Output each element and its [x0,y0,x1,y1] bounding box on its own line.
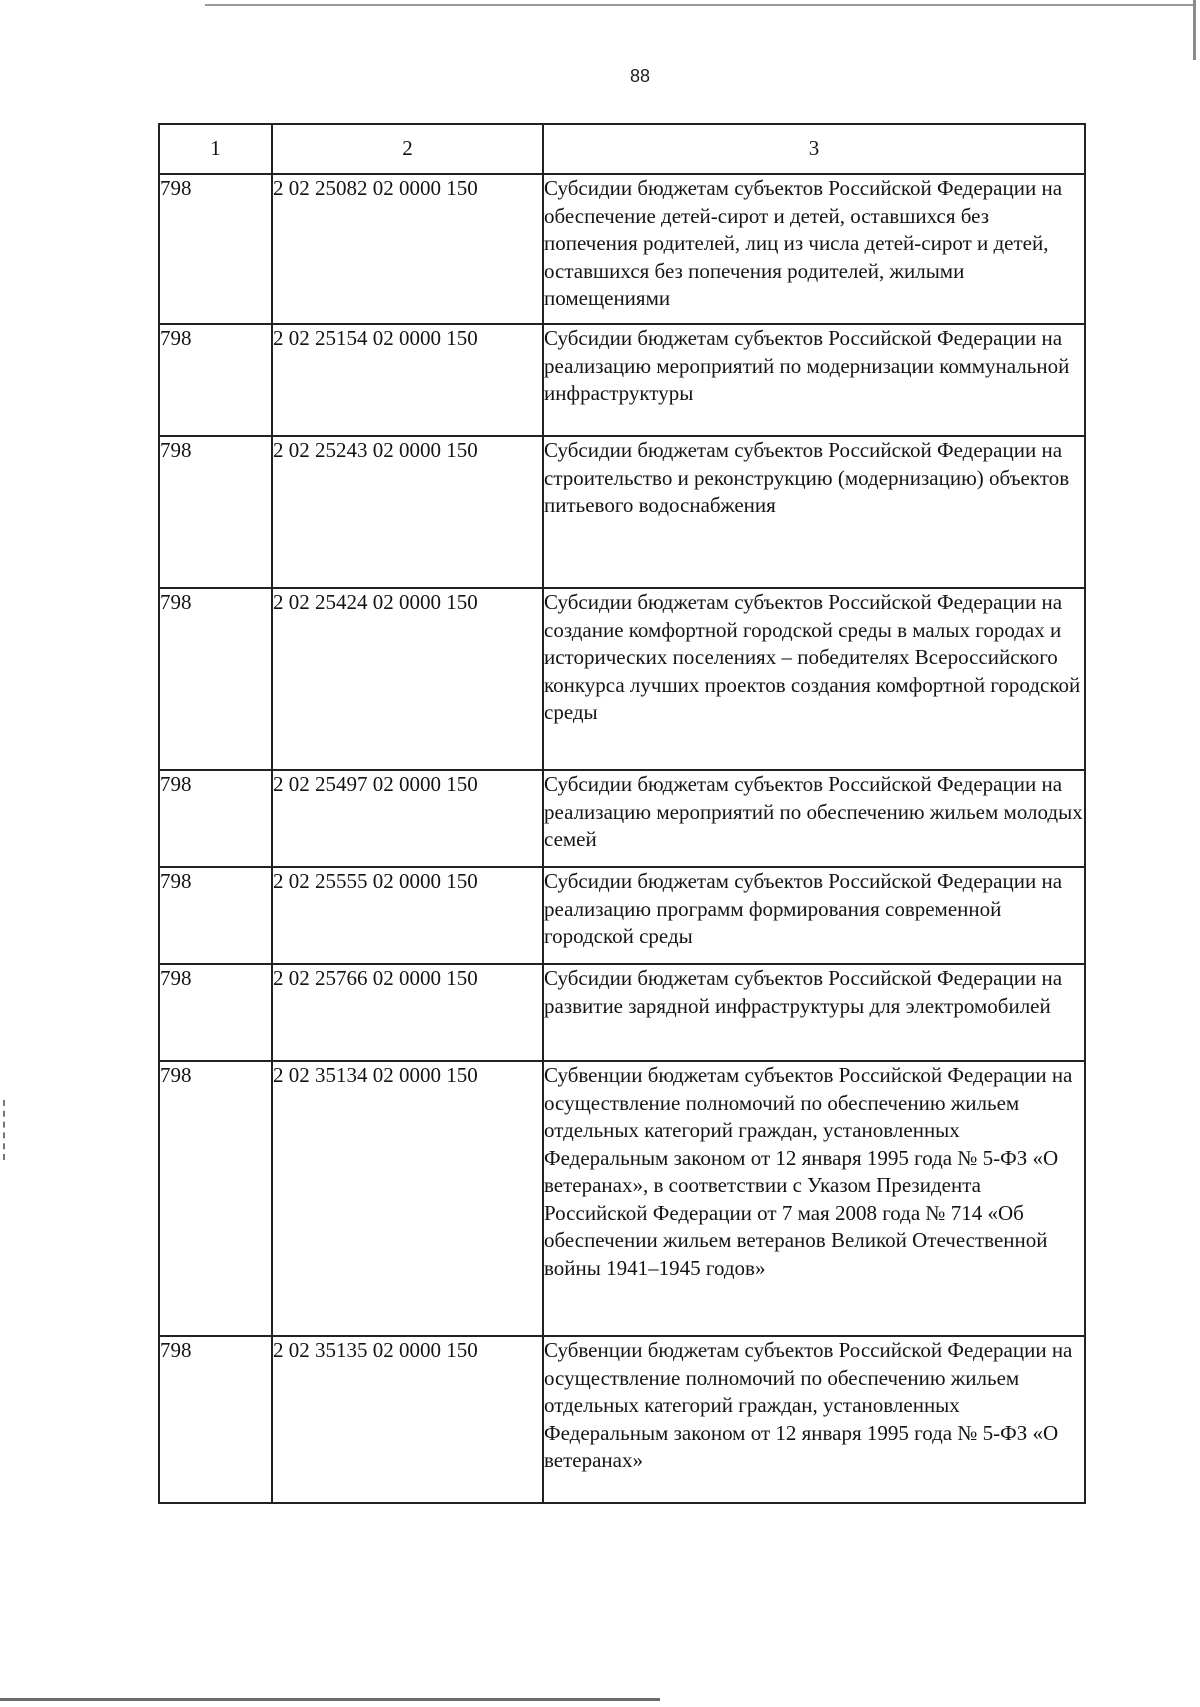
page-number: 88 [629,66,651,86]
description-cell: Субсидии бюджетам субъектов Российской Федерации на реализацию мероприятий по модернизации коммунальной инфраструктуры [543,324,1085,436]
income-code-cell: 2 02 25424 02 0000 150 [272,588,543,770]
income-code-cell: 2 02 25082 02 0000 150 [272,174,543,324]
description-cell: Субвенции бюджетам субъектов Российской Федерации на осуществление полномочий по обеспечению жильем отдельных категорий граждан, установленных Федеральным законом от 12 января 1995 года № 5-ФЗ «О ветеранах» [543,1336,1085,1503]
description-cell: Субсидии бюджетам субъектов Российской Федерации на обеспечение детей-сирот и детей, оставшихся без попечения родителей, лиц из числа детей-сирот и детей, оставшихся без попечения родителей, жилыми помещениями [543,174,1085,324]
admin-code-cell: 798 [159,770,272,867]
table-row [159,770,1085,867]
table-row [159,174,1085,324]
income-code-cell: 2 02 25243 02 0000 150 [272,436,543,588]
admin-code-cell: 798 [159,324,272,436]
admin-code-cell: 798 [159,588,272,770]
description-cell: Субсидии бюджетам субъектов Российской Федерации на создание комфортной городской среды в малых городах и исторических поселениях – победителях Всероссийского конкурса лучших проектов создания комфортной городской среды [543,588,1085,770]
description-cell: Субсидии бюджетам субъектов Российской Федерации на строительство и реконструкцию (модернизацию) объектов питьевого водоснабжения [543,436,1085,588]
scan-edge-left [3,1100,7,1160]
table-body [159,174,1085,1503]
admin-code-cell: 798 [159,436,272,588]
budget-income-table [158,123,1086,1504]
admin-code-cell: 798 [159,174,272,324]
income-code-cell: 2 02 35134 02 0000 150 [272,1061,543,1336]
column-header-2: 2 [272,124,543,174]
table-row [159,1061,1085,1336]
scan-edge-top [205,4,1195,6]
table-row [159,588,1085,770]
description-cell: Субсидии бюджетам субъектов Российской Федерации на реализацию программ формирования современной городской среды [543,867,1085,964]
description-cell: Субсидии бюджетам субъектов Российской Федерации на реализацию мероприятий по обеспечению жильем молодых семей [543,770,1085,867]
scan-edge-right [1193,0,1196,60]
description-cell: Субсидии бюджетам субъектов Российской Федерации на развитие зарядной инфраструктуры для электромобилей [543,964,1085,1061]
column-header-1: 1 [159,124,272,174]
table-header [159,124,1085,174]
income-code-cell: 2 02 35135 02 0000 150 [272,1336,543,1503]
column-header-3: 3 [543,124,1085,174]
table-row [159,1336,1085,1503]
table-row [159,964,1085,1061]
header-row [159,124,1085,174]
income-code-cell: 2 02 25555 02 0000 150 [272,867,543,964]
admin-code-cell: 798 [159,1061,272,1336]
table-row [159,324,1085,436]
income-code-cell: 2 02 25766 02 0000 150 [272,964,543,1061]
table-row [159,436,1085,588]
admin-code-cell: 798 [159,867,272,964]
table-row [159,867,1085,964]
admin-code-cell: 798 [159,964,272,1061]
income-code-cell: 2 02 25497 02 0000 150 [272,770,543,867]
admin-code-cell: 798 [159,1336,272,1503]
income-code-cell: 2 02 25154 02 0000 150 [272,324,543,436]
scan-edge-bottom [0,1698,660,1701]
description-cell: Субвенции бюджетам субъектов Российской Федерации на осуществление полномочий по обеспечению жильем отдельных категорий граждан, установленных Федеральным законом от 12 января 1995 года № 5-ФЗ «О ветеранах», в соответствии с Указом Президента Российской Федерации от 7 мая 2008 года № 714 «Об обеспечении жильем ветеранов Великой Отечественной войны 1941–1945 годов» [543,1061,1085,1336]
